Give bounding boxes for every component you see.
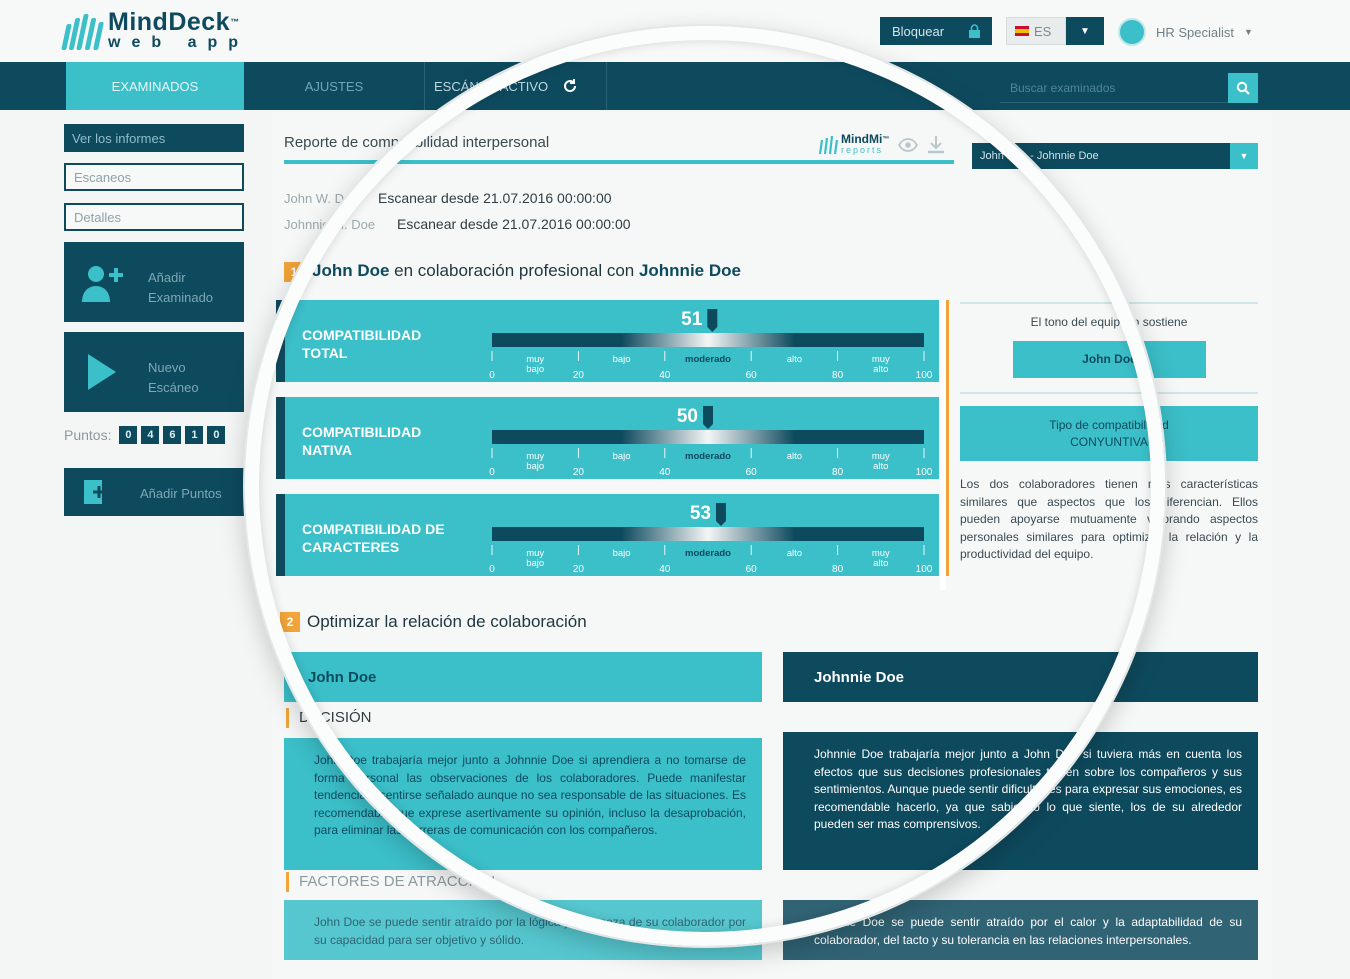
gauge-tick-label: 20 [572,564,584,575]
gauge-tick-label: 0 [489,467,495,478]
scan-line-johnnie [284,216,631,232]
details-button[interactable]: Detalles [64,203,244,231]
type-label: Tipo de compatibilidad [1049,417,1169,432]
gauge-zone-label: muy [871,354,890,365]
attraction-text-johnnie: Johnnie Doe se puede sentir atraído por el calor y la adaptabilidad de su colaborador, del tacto y su tolerancia en las relaciones interpersonales. [783,900,1258,960]
tone-value: John Doe [1013,341,1206,378]
points-digit: 6 [163,426,181,444]
attraction-heading: FACTORES DE ATRACCIÓN [286,872,495,892]
download-icon[interactable] [928,136,944,154]
mindmi-reports-logo [818,134,889,155]
add-examined-label-2: Examinado [148,290,214,305]
scans-button[interactable]: Escaneos [64,163,244,191]
gauge-scale [488,494,933,576]
lock-button-label: Bloquear [892,23,945,39]
gauge-marker [716,503,726,526]
gauge-zone-label: alto [873,558,889,569]
lock-button[interactable] [880,17,992,45]
add-points-icon [84,480,106,504]
gauge-zone-label: muy [526,548,545,559]
gauge-zone-label: moderado [685,354,731,365]
section-number-1: 1 [284,262,304,282]
gauge-value: 51 [681,309,703,330]
gauge-tick-label: 100 [915,370,933,381]
gauge-marker [703,406,713,429]
points-digit: 4 [141,426,159,444]
add-examined-label-1: Añadir [148,270,186,285]
gauge-tick-label: 20 [572,370,584,381]
gauge-zone-label: bajo [612,354,631,365]
gauge-label-2: NATIVA [302,442,353,458]
points-digit: 0 [119,426,137,444]
tone-label: El tono del equipo lo sostiene [1030,315,1188,329]
user-role: HR Specialist [1156,24,1235,40]
gauge-tick-label: 60 [745,370,757,381]
mindmi-logo-icon [818,136,838,154]
gauge-label-2: TOTAL [302,345,348,361]
language-code: ES [1034,23,1052,39]
gauge-zone-label: muy [871,451,890,462]
orange-divider [946,300,949,576]
scan-line-john [284,190,612,206]
new-scan-label-2: Escáneo [148,380,199,395]
person-header-john: John Doe [284,652,762,702]
scan-1-text: Escanear desde 21.07.2016 00:00:00 [378,190,612,206]
section-2-title: Optimizar la relación de colaboración [307,612,587,631]
gauge-nativa [276,397,939,479]
panel-rule [960,392,1258,394]
points-digit: 1 [185,426,203,444]
panel-rule [960,302,1258,304]
gauge-value: 53 [689,503,711,524]
pair-selector[interactable]: John Doe - Johnnie Doe [972,143,1230,169]
minddeck-logo[interactable] [62,10,249,52]
gauge-accent [276,397,285,479]
tab-escaner-activo[interactable] [426,62,606,110]
gauge-caracteres [276,494,939,576]
caret-down-icon: ▼ [1244,27,1253,37]
gauge-zone-label: bajo [526,461,545,472]
gauge-tick-label: 40 [659,467,671,478]
report-title: Reporte de compatibilidad interpersonal [284,134,550,151]
gauge-label [302,326,462,362]
gauge-scale [488,300,933,382]
gauge-tick-label: 80 [832,564,844,575]
minddeck-logo-icon [62,12,104,50]
tab-ajustes[interactable]: AJUSTES [304,78,364,94]
gauge-value: 50 [676,406,698,427]
section-1-title [312,261,741,281]
gauge-label [302,423,462,459]
gauge-label-1: COMPATIBILIDAD DE [302,521,445,537]
tab-separator [606,62,607,110]
tab-examinados[interactable]: EXAMINADOS [66,62,244,110]
refresh-icon[interactable] [562,78,578,94]
search-button[interactable] [1228,73,1258,103]
gauge-zone-label: moderado [685,548,731,559]
compatibility-description: Los dos colaboradores tienen más características similares que aspectos que los diferencian. Ellos pueden apoyarse mutuamente valorando aspectos personales similares para optimizar la relación y la productividad del equipo. [960,477,1258,561]
tab-escaner-label: ESCÁNER ACTIVO [434,78,549,94]
gauge-bar [492,527,924,541]
gauge-zone-label: alto [786,451,803,462]
gauge-label-1: COMPATIBILIDAD [302,424,422,440]
gauge-zone-label: alto [873,364,889,375]
gauge-tick-label: 100 [915,467,933,478]
section-1-name-a: John Doe [312,261,390,280]
reports-button[interactable]: Ver los informes [64,124,244,152]
play-icon [88,354,116,390]
gauge-tick-label: 60 [745,467,757,478]
gauge-tick-label: 80 [832,370,844,381]
lock-icon [969,24,980,38]
gauge-tick-label: 20 [572,467,584,478]
gauge-accent [276,300,285,382]
gauge-marker [707,309,717,332]
points-digit: 0 [207,426,225,444]
new-scan-button[interactable] [64,332,244,412]
gauge-zone-label: bajo [612,548,631,559]
gauge-bar [492,333,924,347]
gauge-zone-label: muy [526,354,545,365]
points-counter [64,426,225,444]
points-label: Puntos: [64,427,112,443]
section-1-name-b: Johnnie Doe [638,261,741,280]
gauge-accent [276,494,285,576]
user-menu[interactable] [1118,18,1253,46]
person-header-johnnie: Johnnie Doe [783,652,1258,702]
search-icon [1236,81,1250,95]
gauge-tick-label: 60 [745,564,757,575]
gauge-zone-label: muy [871,548,890,559]
new-scan-label-1: Nuevo [148,360,186,375]
add-examined-button[interactable] [64,242,244,322]
gauge-tick-label: 0 [489,370,495,381]
spain-flag-icon [1015,26,1029,36]
compatibility-type-box [960,406,1258,461]
chevron-down-icon[interactable]: ▼ [1230,143,1258,169]
decision-text-johnnie: Johnnie Doe trabajaría mejor junto a John Doe si tuviera más en cuenta los efectos que sus decisiones profesionales tienen sobre los compañeros y sus sentimientos. Aunque puede sentir dificultades para expresar sus emociones, es recomendable hacerlo, ya que sabiendo lo que siente, los de su alrededor pueden ser mas comprensivos. [783,732,1258,870]
gauge-zone-label: bajo [612,451,631,462]
gauge-tick-label: 0 [489,564,495,575]
gauge-zone-label: alto [786,354,803,365]
gauge-label-2: CARACTERES [302,539,400,555]
gauge-zone-label: muy [526,451,545,462]
mindmi-sub: reports [841,145,884,155]
mindmi-brand: MindMi [841,132,883,146]
report-title-underline [284,160,954,164]
gauge-zone-label: alto [873,461,889,472]
gauge-label [302,520,462,556]
gauge-tick-label: 40 [659,370,671,381]
section-1-mid: en colaboración profesional con [389,261,639,280]
search-input[interactable]: Buscar examinados [1000,73,1230,103]
chevron-down-icon[interactable]: ▼ [1066,17,1104,45]
add-user-icon [82,264,130,304]
scan-2-name: Johnnie M. Doe [284,217,376,232]
gauge-tick-label: 40 [659,564,671,575]
section-number-2: 2 [280,612,300,632]
type-value: CONYUNTIVA [1070,434,1148,449]
gauge-scale [488,397,933,479]
tab-separator [424,62,425,110]
eye-icon[interactable] [898,138,918,152]
gauge-total [276,300,939,382]
gauge-zone-label: moderado [685,451,731,462]
language-selector[interactable] [1006,17,1104,45]
gauge-label-1: COMPATIBILIDAD [302,327,422,343]
gauge-tick-label: 100 [915,564,933,575]
avatar [1118,18,1146,46]
add-points-label: Añadir Puntos [140,486,222,501]
add-points-button[interactable] [64,468,244,516]
scan-2-text: Escanear desde 21.07.2016 00:00:00 [397,216,631,232]
gauge-bar [492,430,924,444]
logo-subtitle: web app [108,34,250,51]
gauge-tick-label: 80 [832,467,844,478]
gauge-zone-label: bajo [526,558,545,569]
decision-heading: DECISIÓN [286,708,372,728]
gauge-zone-label: alto [786,548,803,559]
logo-name: MindDeck™ [108,8,240,36]
gauge-zone-label: bajo [526,364,545,375]
scan-1-name: John W. Doe [284,191,359,206]
mindmi-tm: ™ [882,136,890,143]
attraction-text-john: John Doe se puede sentir atraído por la lógica y la firmeza de su colaborador por su capacidad para ser objetivo y sólido. [284,900,762,960]
decision-text-john: John Doe trabajaría mejor junto a Johnnie Doe si aprendiera a no tomarse de forma personal las observaciones de los colaboradores. Puede manifestar tendencia a sentirse señalado aunque no sea responsable de las situaciones. Es recomendable que exprese asertivamente su opinión, incluso la desaprobación, para eliminar las barreras de comunicación con los compañeros. [284,738,762,870]
